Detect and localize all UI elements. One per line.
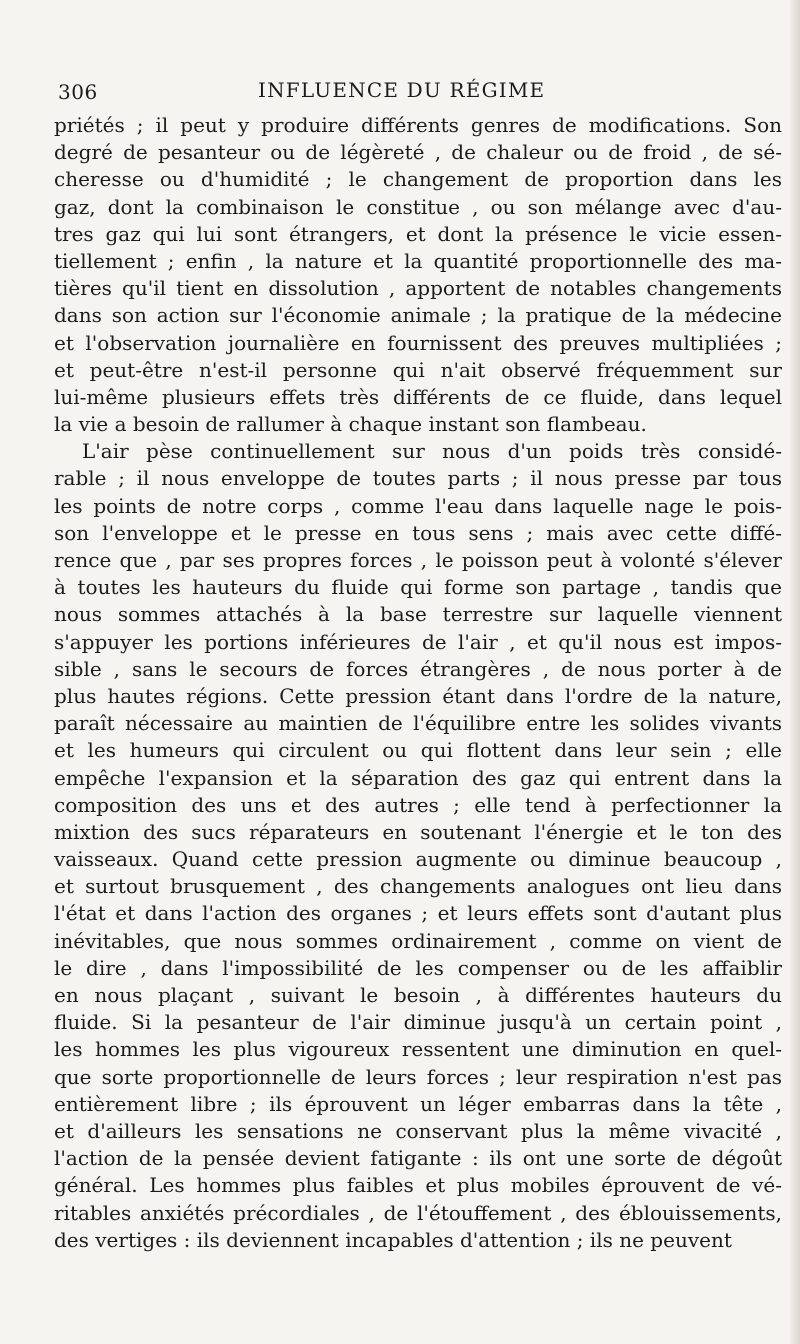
text-line: tiellement ; enfin , la nature et la quantité proportionnelle des ma-	[54, 248, 782, 273]
text-line: et l'observation journalière en fournissent des preuves multipliées ;	[54, 330, 782, 355]
text-line: lui-même plusieurs effets très différents de ce fluide, dans lequel	[54, 384, 782, 409]
running-title: INFLUENCE DU RÉGIME	[258, 78, 546, 102]
text-line: et peut-être n'est-il personne qui n'ait observé fréquemment sur	[54, 357, 782, 382]
text-line: que sorte proportionnelle de leurs forces ; leur respiration n'est pas	[54, 1064, 782, 1089]
text-line: entièrement libre ; ils éprouvent un léger embarras dans la tête ,	[54, 1091, 782, 1116]
text-line: l'état et dans l'action des organes ; et leurs effets sont d'autant plus	[54, 901, 782, 926]
text-line: en nous plaçant , suivant le besoin , à différentes hauteurs du	[54, 983, 782, 1007]
text-line: ritables anxiétés précordiales , de l'étouffement , des éblouissements,	[54, 1200, 782, 1225]
text-line: les points de notre corps , comme l'eau dans laquelle nage le pois-	[54, 493, 782, 518]
text-line: plus hautes régions. Cette pression étant dans l'ordre de la nature,	[54, 683, 782, 708]
text-line: le dire , dans l'impossibilité de les compenser ou de les affaiblir	[54, 955, 782, 980]
text-line: paraît nécessaire au maintien de l'équilibre entre les solides vivants	[54, 711, 782, 736]
text-line: vaisseaux. Quand cette pression augmente ou diminue beaucoup ,	[54, 847, 782, 872]
text-line: à toutes les hauteurs du fluide qui forme son partage , tandis que	[54, 575, 782, 600]
text-line: et d'ailleurs les sensations ne conservant plus la même vivacité ,	[54, 1118, 782, 1143]
text-line: priétés ; il peut y produire différents genres de modifications. Son	[54, 113, 782, 137]
text-line: des vertiges : ils deviennent incapables d'attention ; ils ne peuvent	[54, 1227, 732, 1252]
text-line: et surtout brusquement , des changements analogues ont lieu dans	[54, 874, 782, 899]
page-header	[58, 78, 778, 108]
text-line: composition des uns et des autres ; elle tend à perfectionner la	[54, 792, 782, 817]
text-line: gaz, dont la combinaison le constitue , ou son mélange avec d'au-	[54, 194, 782, 219]
text-line: cheresse ou d'humidité ; le changement de proportion dans les	[54, 167, 782, 192]
text-line: fluide. Si la pesanteur de l'air diminue jusqu'à un certain point ,	[54, 1010, 782, 1035]
text-line: inévitables, que nous sommes ordinairement , comme on vient de	[54, 928, 782, 953]
text-line: les hommes les plus vigoureux ressentent une diminution en quel-	[54, 1037, 782, 1062]
text-line: tres gaz qui lui sont étrangers, et dont la présence le vicie essen-	[54, 221, 782, 246]
text-line: mixtion des sucs réparateurs en soutenant l'énergie et le ton des	[54, 819, 782, 844]
text-line: rable ; il nous enveloppe de toutes parts ; il nous presse par tous	[54, 466, 782, 491]
text-line: dans son action sur l'économie animale ; la pratique de la médecine	[54, 303, 782, 328]
text-line: nous sommes attachés à la base terrestre sur laquelle viennent	[54, 602, 782, 627]
text-line: L'air pèse continuellement sur nous d'un poids très considé-	[82, 439, 782, 464]
text-line: empêche l'expansion et la séparation des gaz qui entrent dans la	[54, 765, 782, 790]
text-line: sible , sans le secours de forces étrangères , de nous porter à de	[54, 656, 782, 681]
text-line: son l'enveloppe et le presse en tous sens ; mais avec cette diffé-	[54, 520, 782, 545]
text-line: général. Les hommes plus faibles et plus mobiles éprouvent de vé-	[54, 1173, 782, 1198]
body-text	[54, 112, 782, 1254]
text-line: degré de pesanteur ou de légèreté , de chaleur ou de froid , de sé-	[54, 140, 782, 165]
text-line: tières qu'il tient en dissolution , apportent de notables changements	[54, 276, 782, 301]
text-line: s'appuyer les portions inférieures de l'air , et qu'il nous est impos-	[54, 629, 782, 654]
page-edge-shadow	[790, 0, 800, 1344]
text-line: rence que , par ses propres forces , le poisson peut à volonté s'élever	[54, 548, 782, 572]
text-line: l'action de la pensée devient fatigante : ils ont une sorte de dégoût	[54, 1146, 782, 1171]
text-line: la vie a besoin de rallumer à chaque instant son flambeau.	[54, 412, 647, 437]
text-line: et les humeurs qui circulent ou qui flottent dans leur sein ; elle	[54, 738, 782, 763]
page-number: 306	[58, 80, 98, 104]
